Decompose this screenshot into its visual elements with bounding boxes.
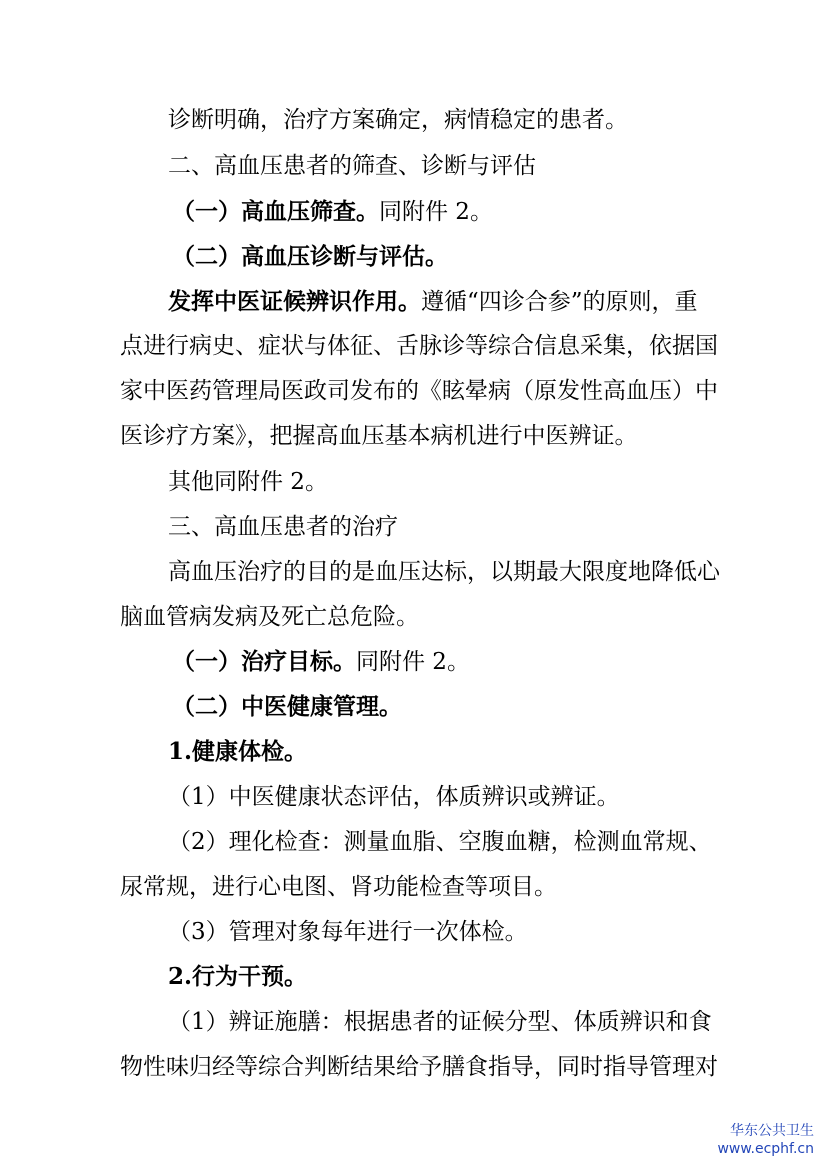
list-item: （1）中医健康状态评估，体质辨识或辨证。 [168, 784, 620, 810]
item-heading-2: 2.行为干预。 [168, 963, 308, 990]
watermark-url[interactable]: www.ecphf.cn [717, 1141, 814, 1157]
list-item: （1）辨证施膳：根据患者的证候分型、体质辨识和食 [168, 1009, 712, 1035]
paragraph-line: 尿常规，进行心电图、肾功能检查等项目。 [120, 874, 557, 900]
subheading-3-1: （一）治疗目标。同附件 2。 [172, 648, 470, 675]
paragraph-line: 家中医药管理局医政司发布的《眩晕病（原发性高血压）中 [120, 378, 718, 404]
paragraph-line: 高血压治疗的目的是血压达标，以期最大限度地降低心 [168, 559, 720, 585]
paragraph-line: 脑血管病发病及死亡总危险。 [120, 604, 419, 630]
paragraph-line: 诊断明确，治疗方案确定，病情稳定的患者。 [168, 107, 628, 133]
paragraph-line: 物性味归经等综合判断结果给予膳食指导，同时指导管理对 [120, 1054, 718, 1080]
subheading-2-2: （二）高血压诊断与评估。 [172, 244, 448, 270]
list-item: （2）理化检查：测量血脂、空腹血糖，检测血常规、 [168, 829, 712, 855]
item-heading-1: 1.健康体检。 [168, 738, 308, 765]
paragraph-line: 医诊疗方案》，把握高血压基本病机进行中医辨证。 [120, 423, 638, 449]
subheading-3-2: （二）中医健康管理。 [172, 694, 402, 720]
list-item: （3）管理对象每年进行一次体检。 [168, 919, 528, 945]
section-heading-3: 三、高血压患者的治疗 [168, 514, 398, 540]
paragraph-line: 发挥中医证候辨识作用。遵循“四诊合参”的原则，重 [168, 288, 698, 315]
watermark-name: 华东公共卫生 [730, 1123, 814, 1139]
subheading-2-1: （一）高血压筛查。同附件 2。 [172, 199, 493, 225]
paragraph-line: 其他同附件 2。 [168, 469, 328, 495]
paragraph-line: 点进行病史、症状与体征、舌脉诊等综合信息采集，依据国 [120, 333, 718, 359]
section-heading-2: 二、高血压患者的筛查、诊断与评估 [168, 153, 536, 179]
